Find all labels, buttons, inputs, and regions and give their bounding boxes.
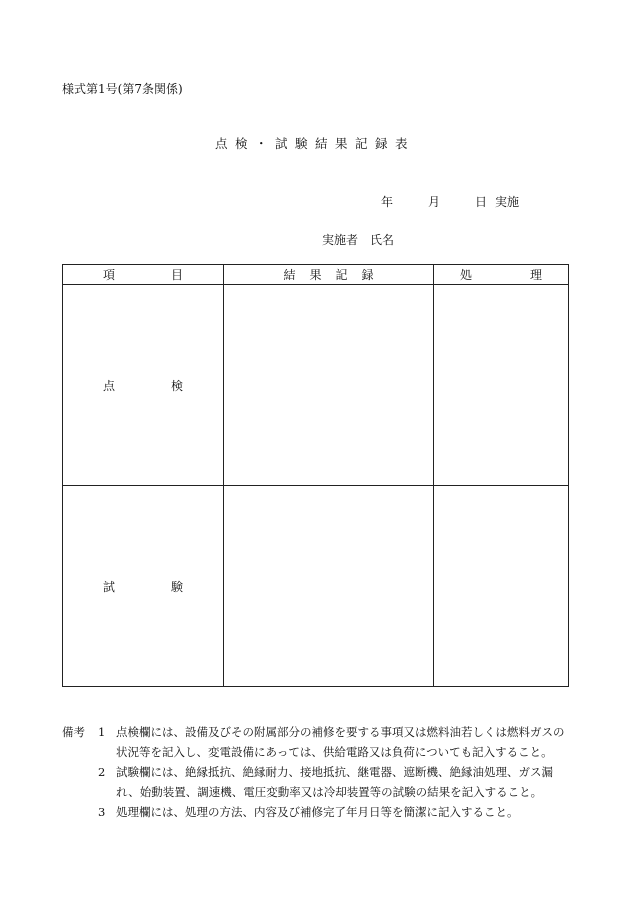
note-item bbox=[62, 802, 568, 822]
header-item bbox=[63, 265, 224, 285]
header-treatment bbox=[434, 265, 569, 285]
header-char: 録 bbox=[361, 268, 374, 282]
table-header-row bbox=[63, 265, 569, 285]
table-row-test bbox=[63, 486, 569, 687]
notes-heading: 備考 bbox=[62, 725, 85, 739]
row-label-char: 試 bbox=[103, 579, 116, 594]
row-label-char: 検 bbox=[170, 378, 183, 393]
row-label-char: 験 bbox=[170, 579, 183, 594]
note-item bbox=[62, 722, 568, 762]
implementer-name-label: 氏名 bbox=[370, 233, 395, 247]
record-table bbox=[62, 264, 569, 687]
note-number: 1 bbox=[98, 725, 106, 739]
note-text: 処理欄には、処理の方法、内容及び補修完了年月日等を簡潔に記入すること。 bbox=[116, 805, 519, 819]
row-label-test bbox=[63, 486, 224, 687]
row-label-char: 点 bbox=[103, 378, 116, 393]
notes-section bbox=[62, 722, 568, 822]
note-text: 点検欄には、設備及びその附属部分の補修を要する事項又は燃料油若しくは燃料ガスの状況等を記入し、変電設備にあっては、供給電路又は負荷についても記入すること。 bbox=[116, 725, 565, 759]
document-title: 点検・試験結果記録表 bbox=[214, 136, 415, 151]
date-suffix-label: 実施 bbox=[495, 195, 520, 209]
header-char: 項 bbox=[103, 268, 116, 282]
table-row-inspection bbox=[63, 285, 569, 486]
inspection-result-cell bbox=[224, 285, 434, 486]
date-day-label: 日 bbox=[475, 195, 488, 209]
header-result-record bbox=[224, 265, 434, 285]
header-char: 結 bbox=[283, 268, 296, 282]
implementer-line bbox=[322, 231, 394, 248]
test-treatment-cell bbox=[434, 486, 569, 687]
header-char: 記 bbox=[335, 268, 348, 282]
note-number: 2 bbox=[98, 765, 106, 779]
test-result-cell bbox=[224, 486, 434, 687]
inspection-treatment-cell bbox=[434, 285, 569, 486]
note-number: 3 bbox=[98, 805, 106, 819]
note-item bbox=[62, 762, 568, 802]
form-number: 様式第1号(第7条関係) bbox=[62, 82, 183, 96]
note-text: 試験欄には、絶縁抵抗、絶縁耐力、接地抵抗、継電器、遮断機、絶縁油処理、ガス漏れ、始動装置、調速機、電圧変動率又は冷却装置等の試験の結果を記入すること。 bbox=[116, 765, 553, 799]
header-char: 理 bbox=[529, 268, 542, 282]
date-year-label: 年 bbox=[381, 195, 394, 209]
row-label-inspection bbox=[63, 285, 224, 486]
date-month-label: 月 bbox=[428, 195, 441, 209]
header-char: 目 bbox=[170, 268, 183, 282]
implementer-label: 実施者 bbox=[322, 233, 359, 247]
header-char: 果 bbox=[309, 268, 322, 282]
header-char: 処 bbox=[460, 268, 473, 282]
